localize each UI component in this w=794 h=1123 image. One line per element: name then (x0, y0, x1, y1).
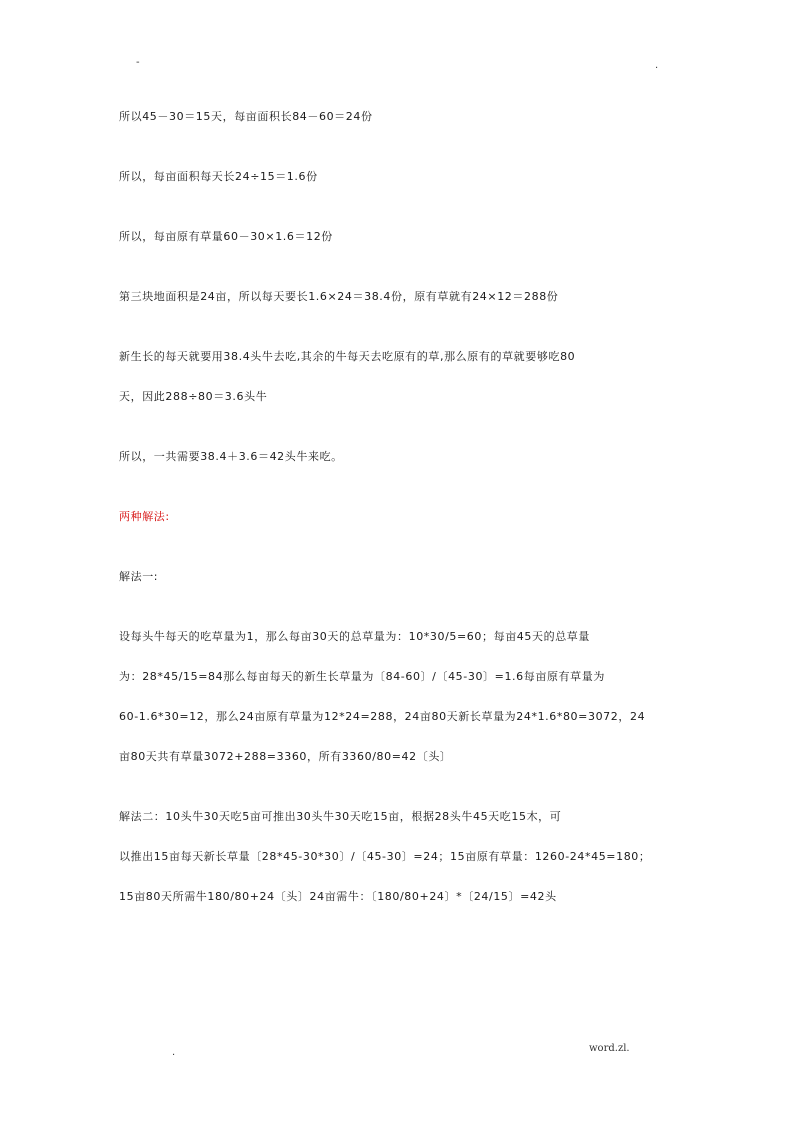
spacer (119, 527, 681, 567)
document-body (119, 107, 681, 907)
paragraph-1: 所以45－30＝15天，每亩面积长84－60＝24份 (119, 110, 373, 123)
footer-left-mark: . (172, 1047, 176, 1058)
header-right-mark: . (655, 60, 659, 71)
spacer (119, 187, 681, 227)
paragraph-5-line-2: 天，因此288÷80＝3.6头牛 (119, 390, 268, 403)
spacer (119, 687, 681, 707)
spacer (119, 407, 681, 447)
footer-right-text: word.zl. (589, 1043, 630, 1054)
paragraph-3: 所以，每亩原有草量60－30×1.6＝12份 (119, 230, 333, 243)
spacer (119, 767, 681, 807)
paragraph-6: 所以，一共需要38.4＋3.6＝42头牛来吃。 (119, 450, 343, 463)
spacer (119, 247, 681, 287)
method-one-line-3: 60-1.6*30=12，那么24亩原有草量为12*24=288，24亩80天新长草量为24*1.6*80=3072，24 (119, 710, 646, 723)
section-heading-two-methods: 两种解法: (119, 510, 170, 523)
method-two-line-3: 15亩80天所需牛180/80+24〔头〕24亩需牛：〔180/80+24〕*〔24/15〕=42头 (119, 890, 557, 903)
spacer (119, 367, 681, 387)
method-one-heading: 解法一: (119, 570, 159, 583)
method-two-line-2: 以推出15亩每天新长草量〔28*45-30*30〕/〔45-30〕=24；15亩原有草量：1260-24*45=180； (119, 850, 651, 863)
method-one-line-4: 亩80天共有草量3072+288=3360，所有3360/80=42〔头〕 (119, 750, 452, 763)
header-left-mark: - (136, 57, 140, 68)
spacer (119, 647, 681, 667)
spacer (119, 827, 681, 847)
spacer (119, 467, 681, 507)
method-one-line-1: 设每头牛每天的吃草量为1，那么每亩30天的总草量为：10*30/5=60；每亩45天的总草量 (119, 630, 591, 643)
spacer (119, 307, 681, 347)
paragraph-2: 所以，每亩面积每天长24÷15＝1.6份 (119, 170, 318, 183)
paragraph-5-line-1: 新生长的每天就要用38.4头牛去吃,其余的牛每天去吃原有的草,那么原有的草就要够吃80 (119, 350, 576, 363)
spacer (119, 867, 681, 887)
method-one-line-2: 为：28*45/15=84那么每亩每天的新生长草量为〔84-60〕/〔45-30〕=1.6每亩原有草量为 (119, 670, 605, 683)
paragraph-4: 第三块地面积是24亩，所以每天要长1.6×24＝38.4份，原有草就有24×12＝288份 (119, 290, 559, 303)
spacer (119, 727, 681, 747)
method-two-line-1: 解法二：10头牛30天吃5亩可推出30头牛30天吃15亩，根据28头牛45天吃15木，可 (119, 810, 562, 823)
spacer (119, 127, 681, 167)
spacer (119, 587, 681, 627)
